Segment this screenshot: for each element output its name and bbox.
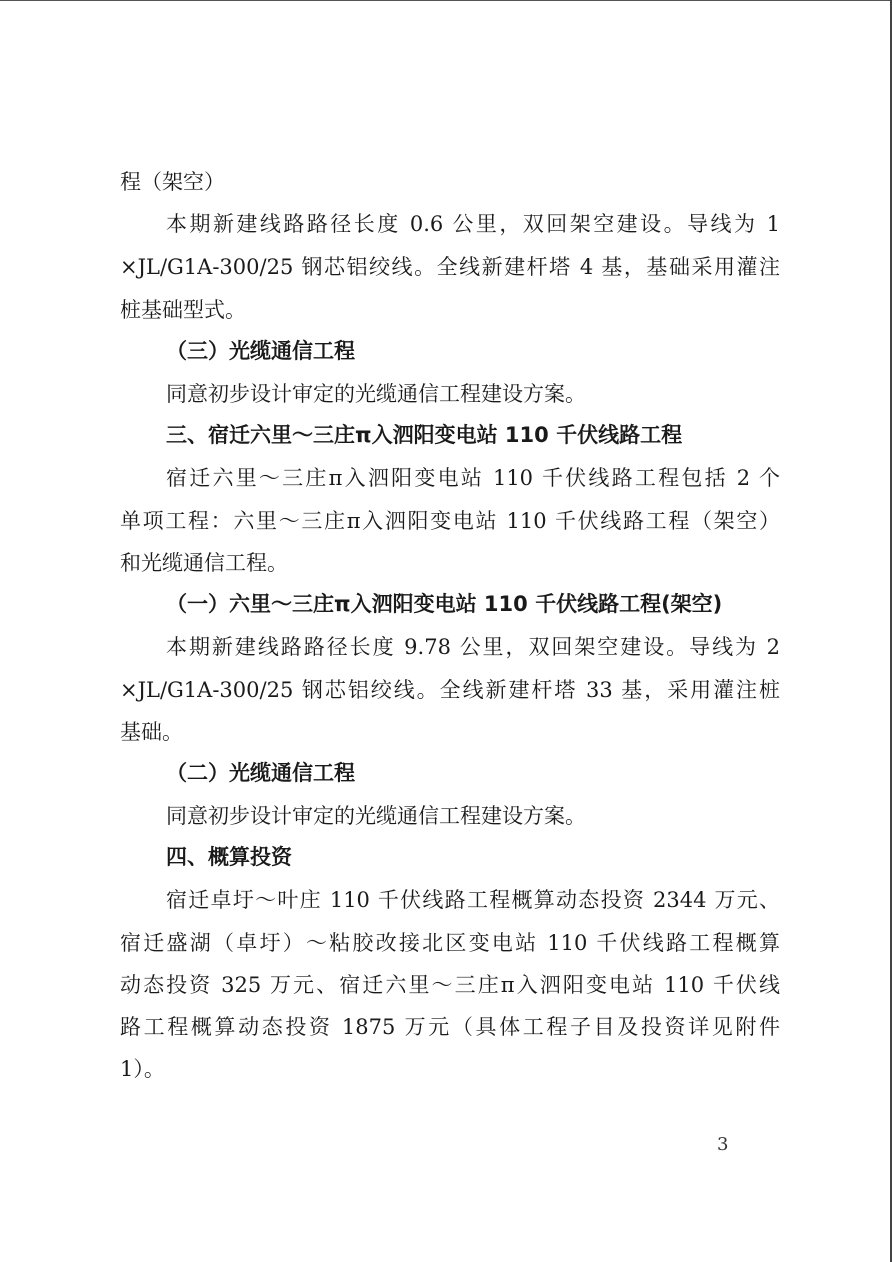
text-line-paragraph: 同意初步设计审定的光缆通信工程建设方案。	[166, 382, 586, 406]
subheading-overhead-line: （一）六里～三庄π入泗阳变电站 110 千伏线路工程(架空)	[166, 592, 723, 616]
heading-section-3: 三、宿迁六里～三庄π入泗阳变电站 110 千伏线路工程	[166, 423, 683, 447]
text-line-paragraph: 桩基础型式。	[120, 298, 246, 322]
page-top-border	[0, 0, 892, 1]
text-line-paragraph: 宿迁六里～三庄π入泗阳变电站 110 千伏线路工程包括 2 个	[166, 466, 780, 490]
text-line-paragraph: 基础。	[120, 720, 183, 744]
text-line-paragraph: 本期新建线路路径长度 0.6 公里，双回架空建设。导线为 1	[166, 212, 780, 236]
text-line-paragraph: 动态投资 325 万元、宿迁六里～三庄π入泗阳变电站 110 千伏线	[120, 973, 780, 997]
text-line-paragraph: 宿迁卓圩～叶庄 110 千伏线路工程概算动态投资 2344 万元、	[166, 888, 780, 912]
subheading-fiber-optic-2: （二）光缆通信工程	[166, 761, 355, 785]
text-line-section-tail: 程（架空）	[120, 170, 225, 194]
heading-section-4: 四、概算投资	[166, 845, 292, 869]
text-line-paragraph: ×JL/G1A-300/25 钢芯铝绞线。全线新建杆塔 4 基，基础采用灌注	[120, 255, 780, 279]
text-line-paragraph: 1）。	[120, 1057, 165, 1081]
text-line-paragraph: 同意初步设计审定的光缆通信工程建设方案。	[166, 804, 586, 828]
page-number: 3	[717, 1134, 729, 1155]
text-line-paragraph: ×JL/G1A-300/25 钢芯铝绞线。全线新建杆塔 33 基，采用灌注桩	[120, 678, 780, 702]
text-line-paragraph: 单项工程：六里～三庄π入泗阳变电站 110 千伏线路工程（架空）	[120, 509, 780, 533]
text-line-paragraph: 和光缆通信工程。	[120, 551, 288, 575]
subheading-fiber-optic-3: （三）光缆通信工程	[166, 339, 355, 363]
text-line-paragraph: 宿迁盛湖（卓圩）～粘胶改接北区变电站 110 千伏线路工程概算	[120, 931, 780, 955]
text-line-paragraph: 本期新建线路路径长度 9.78 公里，双回架空建设。导线为 2	[166, 635, 780, 659]
text-line-paragraph: 路工程概算动态投资 1875 万元（具体工程子目及投资详见附件	[120, 1015, 780, 1039]
